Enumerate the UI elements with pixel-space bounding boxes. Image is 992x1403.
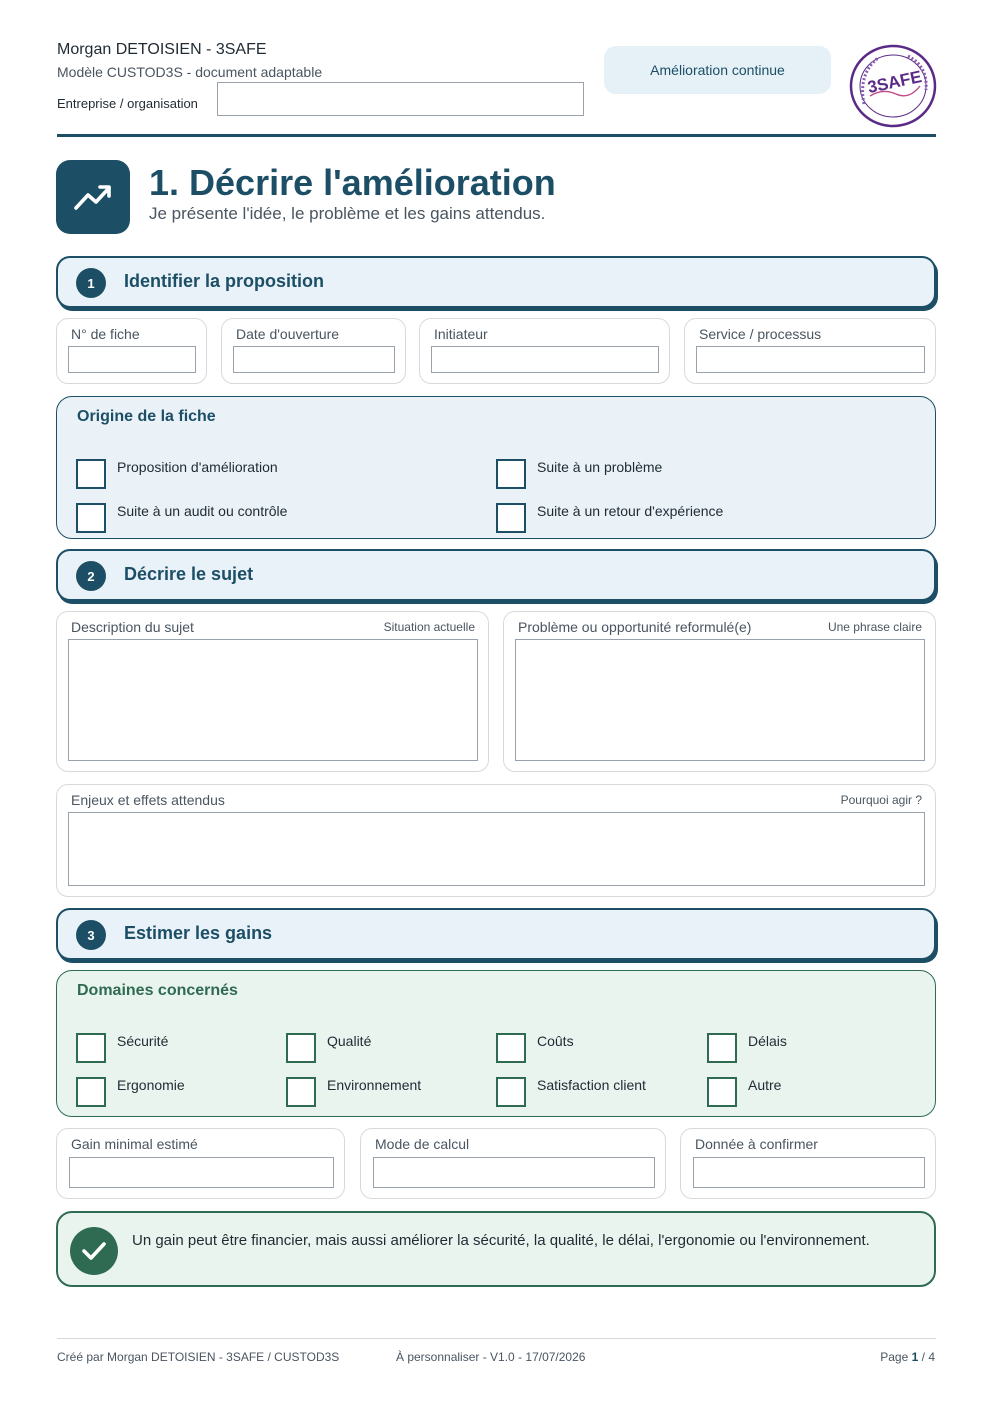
model-name: Modèle CUSTOD3S - document adaptable <box>57 64 323 80</box>
page-title: 1. Décrire l'amélioration <box>149 162 556 203</box>
gain-minimal-input[interactable] <box>69 1157 334 1188</box>
field-description-sujet <box>56 611 489 772</box>
checkbox-label: Sécurité <box>117 1033 169 1049</box>
section-2-number: 2 <box>76 561 106 591</box>
organisation-label: Entreprise / organisation <box>57 96 198 111</box>
section-3-number: 3 <box>76 920 106 950</box>
checkbox-ergonomie[interactable] <box>76 1077 106 1107</box>
page-subtitle: Je présente l'idée, le problème et les gains attendus. <box>149 204 546 223</box>
field-gain-minimal <box>56 1128 345 1199</box>
field-service-processus <box>684 318 936 384</box>
numero-fiche-input[interactable] <box>68 346 196 373</box>
field-initiateur <box>419 318 670 384</box>
checkbox-label: Suite à un problème <box>537 459 663 475</box>
note-text: Un gain peut être financier, mais aussi améliorer la sécurité, la qualité, le délai, l'ergonomie ou l'environnement. <box>132 1232 870 1249</box>
category-tag: Amélioration continue <box>604 46 831 94</box>
checkbox-label: Suite à un retour d'expérience <box>537 503 724 519</box>
section-3-title: Estimer les gains <box>124 923 273 943</box>
company-stamp <box>848 44 938 128</box>
description-sujet-textarea[interactable] <box>68 639 478 761</box>
field-label: N° de fiche <box>71 326 140 342</box>
checkbox-label: Délais <box>748 1033 787 1049</box>
field-probleme-reformule <box>503 611 936 772</box>
field-label: Initiateur <box>434 326 488 342</box>
checkbox-label: Proposition d'amélioration <box>117 459 278 475</box>
field-hint: Pourquoi agir ? <box>840 793 922 807</box>
section-3-header <box>56 908 936 960</box>
section-1-header <box>56 256 936 308</box>
enjeux-effets-textarea[interactable] <box>68 812 925 886</box>
mode-calcul-input[interactable] <box>373 1157 655 1188</box>
field-label: Date d'ouverture <box>236 326 340 342</box>
page-total: / 4 <box>921 1350 935 1364</box>
checkbox-retour-experience[interactable] <box>496 503 526 533</box>
field-date-ouverture <box>221 318 406 384</box>
page-number <box>880 1350 935 1364</box>
checkbox-couts[interactable] <box>496 1033 526 1063</box>
check-circle-icon <box>70 1227 118 1275</box>
checkbox-label: Satisfaction client <box>537 1077 646 1093</box>
section-1-title: Identifier la proposition <box>124 271 325 291</box>
section-2-header <box>56 549 936 601</box>
page-current: 1 <box>911 1350 919 1364</box>
origin-title: Origine de la fiche <box>77 408 216 425</box>
initiateur-input[interactable] <box>431 346 659 373</box>
date-ouverture-input[interactable] <box>233 346 395 373</box>
service-processus-input[interactable] <box>696 346 925 373</box>
checkbox-label: Suite à un audit ou contrôle <box>117 503 288 519</box>
field-label: Mode de calcul <box>375 1136 470 1152</box>
donnee-confirmer-input[interactable] <box>693 1157 925 1188</box>
checkbox-label: Qualité <box>327 1033 372 1049</box>
checkbox-label: Coûts <box>537 1033 574 1049</box>
checkbox-autre[interactable] <box>707 1077 737 1107</box>
checkbox-label: Ergonomie <box>117 1077 185 1093</box>
checkbox-audit[interactable] <box>76 503 106 533</box>
section-2-title: Décrire le sujet <box>124 564 254 584</box>
checkbox-proposition[interactable] <box>76 459 106 489</box>
organisation-input[interactable] <box>217 82 584 116</box>
checkbox-securite[interactable] <box>76 1033 106 1063</box>
field-hint: Situation actuelle <box>383 620 475 634</box>
header-rule <box>57 134 936 137</box>
checkbox-qualite[interactable] <box>286 1033 316 1063</box>
footer-rule <box>57 1338 936 1339</box>
trending-up-icon <box>56 160 130 234</box>
field-label: Gain minimal estimé <box>71 1136 198 1152</box>
info-note <box>56 1211 936 1287</box>
checkbox-environnement[interactable] <box>286 1077 316 1107</box>
checkbox-label: Autre <box>748 1077 782 1093</box>
field-label: Service / processus <box>699 326 822 342</box>
section-1-number: 1 <box>76 268 106 298</box>
footer-credit: Créé par Morgan DETOISIEN - 3SAFE / CUSTOD3S <box>57 1350 340 1364</box>
checkbox-satisfaction-client[interactable] <box>496 1077 526 1107</box>
field-label: Description du sujet <box>71 619 194 635</box>
stamp-text: 3SAFE <box>865 67 924 98</box>
field-donnee-confirmer <box>680 1128 936 1199</box>
checkbox-probleme[interactable] <box>496 459 526 489</box>
footer-version: À personnaliser - V1.0 - 17/07/2026 <box>396 1350 586 1364</box>
domains-title: Domaines concernés <box>77 982 238 999</box>
field-label: Problème ou opportunité reformulé(e) <box>518 619 752 635</box>
probleme-reformule-textarea[interactable] <box>515 639 925 761</box>
origin-panel <box>56 396 936 539</box>
field-hint: Une phrase claire <box>827 620 922 634</box>
checkbox-label: Environnement <box>327 1077 422 1093</box>
author-name: Morgan DETOISIEN - 3SAFE <box>57 41 267 58</box>
checkbox-delais[interactable] <box>707 1033 737 1063</box>
page-label: Page <box>880 1350 909 1364</box>
field-label: Donnée à confirmer <box>695 1136 818 1152</box>
domains-panel <box>56 970 936 1117</box>
field-label: Enjeux et effets attendus <box>71 792 225 808</box>
field-enjeux-effets <box>56 784 936 897</box>
field-numero-fiche <box>56 318 207 384</box>
field-mode-calcul <box>360 1128 666 1199</box>
